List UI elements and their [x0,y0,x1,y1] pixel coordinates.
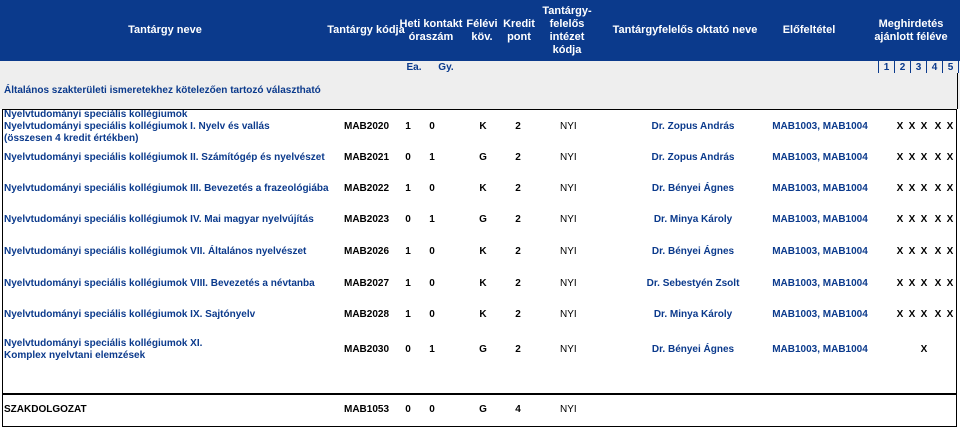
semester-mark: X [908,214,916,225]
semester-mark: X [934,152,942,163]
table-row [0,308,960,322]
thesis-row [0,403,960,417]
subheader-semester-3: 3 [910,61,926,73]
course-code: MAB2022 [344,183,390,194]
requirement: K [479,309,487,320]
semester-mark: X [920,278,928,289]
thesis-requirement: G [479,404,487,415]
semester-mark: X [934,214,942,225]
prerequisite: MAB1003, MAB1004 [772,214,868,225]
course-code: MAB2026 [344,246,390,257]
semester-mark: X [908,278,916,289]
table-row [0,120,960,134]
semester-mark: X [946,214,954,225]
credit: 2 [515,246,521,257]
teacher-name: Dr. Sebestyén Zsolt [646,278,740,289]
teacher-name: Dr. Bényei Ágnes [651,344,735,355]
header-weekly-hours: Heti kontakt óraszám [399,17,463,43]
header-teacher: Tantárgyfelelős oktató neve [612,24,758,36]
header-subject-code: Tantárgy kódja [327,24,405,36]
requirement: G [479,344,487,355]
teacher-name: Dr. Zopus András [651,121,735,132]
lecture-hours: 1 [405,246,411,257]
table-subheader [0,61,960,73]
subheader-semester-1: 1 [878,61,894,73]
semester-mark: X [908,309,916,320]
semester-mark: X [934,246,942,257]
thesis-practice-hours: 0 [429,404,435,415]
institute: NYI [560,214,577,225]
semester-mark: X [920,183,928,194]
teacher-name: Dr. Zopus András [651,152,735,163]
header-institute: Tantárgy- felelős intézet kódja [542,4,592,56]
table-row [0,213,960,227]
semester-mark: X [946,183,954,194]
course-code: MAB2023 [344,214,390,225]
practice-hours: 0 [429,246,435,257]
lecture-hours: 0 [405,152,411,163]
header-prerequisite: Előfeltétel [782,24,836,36]
header-semester-requirement: Félévi köv. [466,17,498,43]
semester-mark: X [920,309,928,320]
semester-mark: X [920,344,928,355]
practice-hours: 0 [429,183,435,194]
semester-mark: X [946,152,954,163]
group-line-3: (összesen 4 kredit értékben) [4,133,139,144]
table-row [0,245,960,259]
requirement: K [479,121,487,132]
semester-mark: X [934,183,942,194]
table-row [0,336,960,364]
lecture-hours: 0 [405,214,411,225]
subheader-semester-5: 5 [942,61,958,73]
course-name: Nyelvtudományi speciális kollégiumok IX. Sajtónyelv [4,309,256,320]
semester-mark: X [896,183,904,194]
credit: 2 [515,183,521,194]
practice-hours: 0 [429,309,435,320]
divider [957,73,958,109]
course-code: MAB2020 [344,121,390,132]
semester-mark: X [896,121,904,132]
semester-mark: X [920,246,928,257]
semester-mark: X [934,121,942,132]
course-code: MAB2027 [344,278,390,289]
header-credit: Kredit pont [503,17,535,43]
institute: NYI [560,246,577,257]
semester-mark: X [908,121,916,132]
course-name: Nyelvtudományi speciális kollégiumok IV. Mai magyar nyelvújítás [4,214,314,225]
thesis-code: MAB1053 [344,404,390,415]
semester-mark: X [920,121,928,132]
institute: NYI [560,152,577,163]
institute: NYI [560,183,577,194]
course-code: MAB2021 [344,152,390,163]
semester-mark: X [934,278,942,289]
institute: NYI [560,278,577,289]
practice-hours: 1 [429,214,435,225]
practice-hours: 0 [429,121,435,132]
semester-mark: X [946,309,954,320]
credit: 2 [515,152,521,163]
teacher-name: Dr. Bényei Ágnes [651,183,735,194]
semester-mark: X [934,309,942,320]
lecture-hours: 1 [405,278,411,289]
semester-mark: X [896,246,904,257]
requirement: K [479,246,487,257]
teacher-name: Dr. Minya Károly [653,214,733,225]
semester-mark [932,336,944,364]
subheader-semester-4: 4 [926,61,942,73]
thesis-lecture-hours: 0 [405,404,411,415]
prerequisite: MAB1003, MAB1004 [772,278,868,289]
subheader-lecture: Ea. [406,61,422,73]
requirement: K [479,183,487,194]
course-name: Nyelvtudományi speciális kollégiumok II. Számítógép és nyelvészet [4,152,325,163]
semester-mark: X [908,183,916,194]
header-recommended-semester: Meghirdetés ajánlott féléve [874,17,948,43]
semester-mark: X [896,152,904,163]
credit: 2 [515,309,521,320]
semester-mark [906,336,918,364]
teacher-name: Dr. Minya Károly [653,309,733,320]
prerequisite: MAB1003, MAB1004 [772,246,868,257]
group-line-1: Általános szakterületi ismeretekhez kötelezően tartozó választható [4,85,321,96]
semester-mark: X [896,214,904,225]
semester-mark: X [896,278,904,289]
credit: 2 [515,278,521,289]
credit: 2 [515,214,521,225]
table-row [0,277,960,291]
group-line-2: Nyelvtudományi speciális kollégiumok [4,109,188,120]
semester-mark: X [946,278,954,289]
lecture-hours: 1 [405,183,411,194]
institute: NYI [560,121,577,132]
semester-mark: X [920,152,928,163]
table-row [0,182,960,196]
prerequisite: MAB1003, MAB1004 [772,344,868,355]
semester-mark: X [920,214,928,225]
practice-hours: 0 [429,278,435,289]
table-row [0,151,960,165]
course-name: Nyelvtudományi speciális kollégiumok I. Nyelv és vallás [4,121,270,132]
course-name: Nyelvtudományi speciális kollégiumok VII. Általános nyelvészet [4,246,307,257]
course-name: Nyelvtudományi speciális kollégiumok VIII. Bevezetés a névtanba [4,278,315,289]
thesis-name: SZAKDOLGOZAT [4,404,87,415]
lecture-hours: 1 [405,121,411,132]
header-subject-name: Tantárgy neve [128,24,202,36]
semester-mark: X [908,152,916,163]
course-name: Nyelvtudományi speciális kollégiumok XI. Komplex nyelvtani elemzések [4,338,203,361]
practice-hours: 1 [429,344,435,355]
credit: 2 [515,121,521,132]
requirement: G [479,152,487,163]
prerequisite: MAB1003, MAB1004 [772,183,868,194]
course-code: MAB2030 [344,344,390,355]
institute: NYI [560,344,577,355]
prerequisite: MAB1003, MAB1004 [772,152,868,163]
prerequisite: MAB1003, MAB1004 [772,309,868,320]
thesis-institute: NYI [560,404,577,415]
lecture-hours: 0 [405,344,411,355]
practice-hours: 1 [429,152,435,163]
course-code: MAB2028 [344,309,390,320]
semester-mark: X [946,246,954,257]
thesis-credit: 4 [515,404,521,415]
semester-mark [894,336,906,364]
course-name: Nyelvtudományi speciális kollégiumok III. Bevezetés a frazeológiába [4,183,329,194]
table-header [0,0,960,61]
institute: NYI [560,309,577,320]
subheader-practice: Gy. [438,61,454,73]
credit: 2 [515,344,521,355]
teacher-name: Dr. Bényei Ágnes [651,246,735,257]
prerequisite: MAB1003, MAB1004 [772,121,868,132]
requirement: G [479,214,487,225]
lecture-hours: 1 [405,309,411,320]
requirement: K [479,278,487,289]
subheader-semester-2: 2 [894,61,910,73]
semester-mark [944,336,956,364]
semester-mark: X [908,246,916,257]
semester-mark: X [896,309,904,320]
semester-mark: X [946,121,954,132]
